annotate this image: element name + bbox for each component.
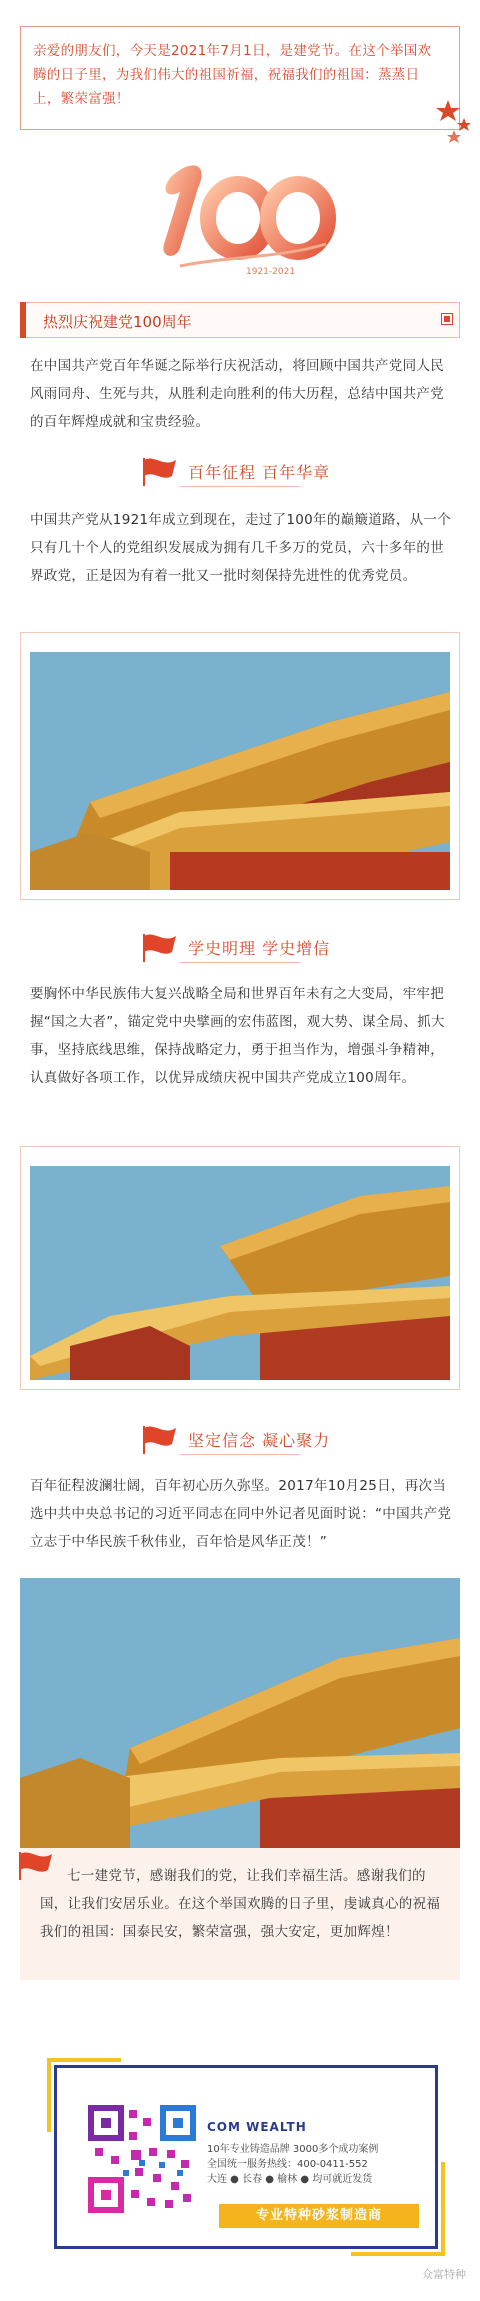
company-slogan: 专业特种砂浆制造商 bbox=[219, 2204, 419, 2228]
section-heading-3 bbox=[140, 1424, 360, 1460]
forbidden-city-photo-1 bbox=[30, 652, 450, 890]
intro-box bbox=[20, 26, 460, 130]
section-title-3: 坚定信念 凝心聚力 bbox=[188, 1431, 331, 1450]
company-locations: 大连 ● 长春 ● 榆林 ● 均可就近发货 bbox=[207, 2174, 373, 2185]
headline-banner bbox=[20, 302, 460, 338]
company-card bbox=[54, 2065, 438, 2249]
centenary-emblem bbox=[150, 148, 340, 278]
company-logo: COM WEALTH bbox=[207, 2120, 307, 2134]
flag-icon bbox=[140, 456, 180, 486]
forbidden-city-photo-3 bbox=[20, 1578, 460, 1848]
company-info bbox=[207, 2120, 427, 2187]
section-heading-2 bbox=[140, 932, 360, 968]
company-hotline: 全国统一服务热线：400-0411-552 bbox=[207, 2159, 368, 2170]
section-paragraph-1: 中国共产党从1921年成立到现在，走过了100年的巅簸道路，从一个只有几十个人的党组织发展成为拥有几千多万的党员，六十多年的世界政党，正是因为有着一批又一批时刻保持先进性的优秀党员。 bbox=[30, 512, 452, 584]
section-underline-3 bbox=[180, 1454, 300, 1455]
qr-code-icon[interactable] bbox=[87, 2104, 197, 2214]
banner-end-icon bbox=[441, 313, 453, 325]
section-paragraph-3: 百年征程波澜壮阔，百年初心历久弥坚。2017年10月25日，再次当选中共中央总书记的习近平同志在同中外记者见面时说：“中国共产党立志于中华民族千秋伟业，百年恰是风华正茂！” bbox=[30, 1478, 452, 1550]
intro-paragraph: 在中国共产党百年华诞之际举行庆祝活动，将回顾中国共产党同人民风雨同舟、生死与共，从胜利走向胜利的伟大历程，总结中国共产党的百年辉煌成就和宝贵经验。 bbox=[30, 358, 444, 430]
section-heading-1 bbox=[140, 456, 360, 492]
section-title-2: 学史明理 学史增信 bbox=[188, 939, 331, 958]
flag-icon bbox=[140, 1424, 180, 1454]
section-paragraph-2: 要胸怀中华民族伟大复兴战略全局和世界百年未有之大变局，牢牢把握“国之大者”，锚定党中央擘画的宏伟蓝图，观大势、谋全局、抓大事，坚持底线思维，保持战略定力，勇于担当作为，增强斗争精神，认真做好各项工作，以优异成绩庆祝中国共产党成立100周年。 bbox=[30, 986, 445, 1086]
intro-text: 亲爱的朋友们，今天是2021年7月1日，是建党节。在这个举国欢腾的日子里，为我们伟大的祖国祈福，祝福我们的祖国：蒸蒸日上，繁荣富强！ bbox=[33, 43, 432, 107]
company-tagline: 10年专业铸造品牌 3000多个成功案例 bbox=[207, 2144, 379, 2155]
flag-icon bbox=[140, 932, 180, 962]
stars-decoration bbox=[434, 100, 474, 148]
section-underline-2 bbox=[180, 962, 300, 963]
emblem-years: 1921-2021 bbox=[246, 267, 296, 277]
banner-title: 热烈庆祝建党100周年 bbox=[43, 313, 192, 331]
section-title-1: 百年征程 百年华章 bbox=[188, 463, 331, 482]
closing-paragraph: 七一建党节，感谢我们的党，让我们幸福生活。感谢我们的国，让我们安居乐业。在这个举国欢腾的日子里，虔诚真心的祝福我们的祖国：国泰民安，繁荣富强，强大安定，更加辉煌！ bbox=[40, 1868, 441, 1940]
forbidden-city-photo-2 bbox=[30, 1166, 450, 1380]
section-underline-1 bbox=[180, 486, 300, 487]
banner-accent-bar bbox=[20, 302, 26, 338]
watermark: 众富特种 bbox=[422, 2268, 466, 2281]
